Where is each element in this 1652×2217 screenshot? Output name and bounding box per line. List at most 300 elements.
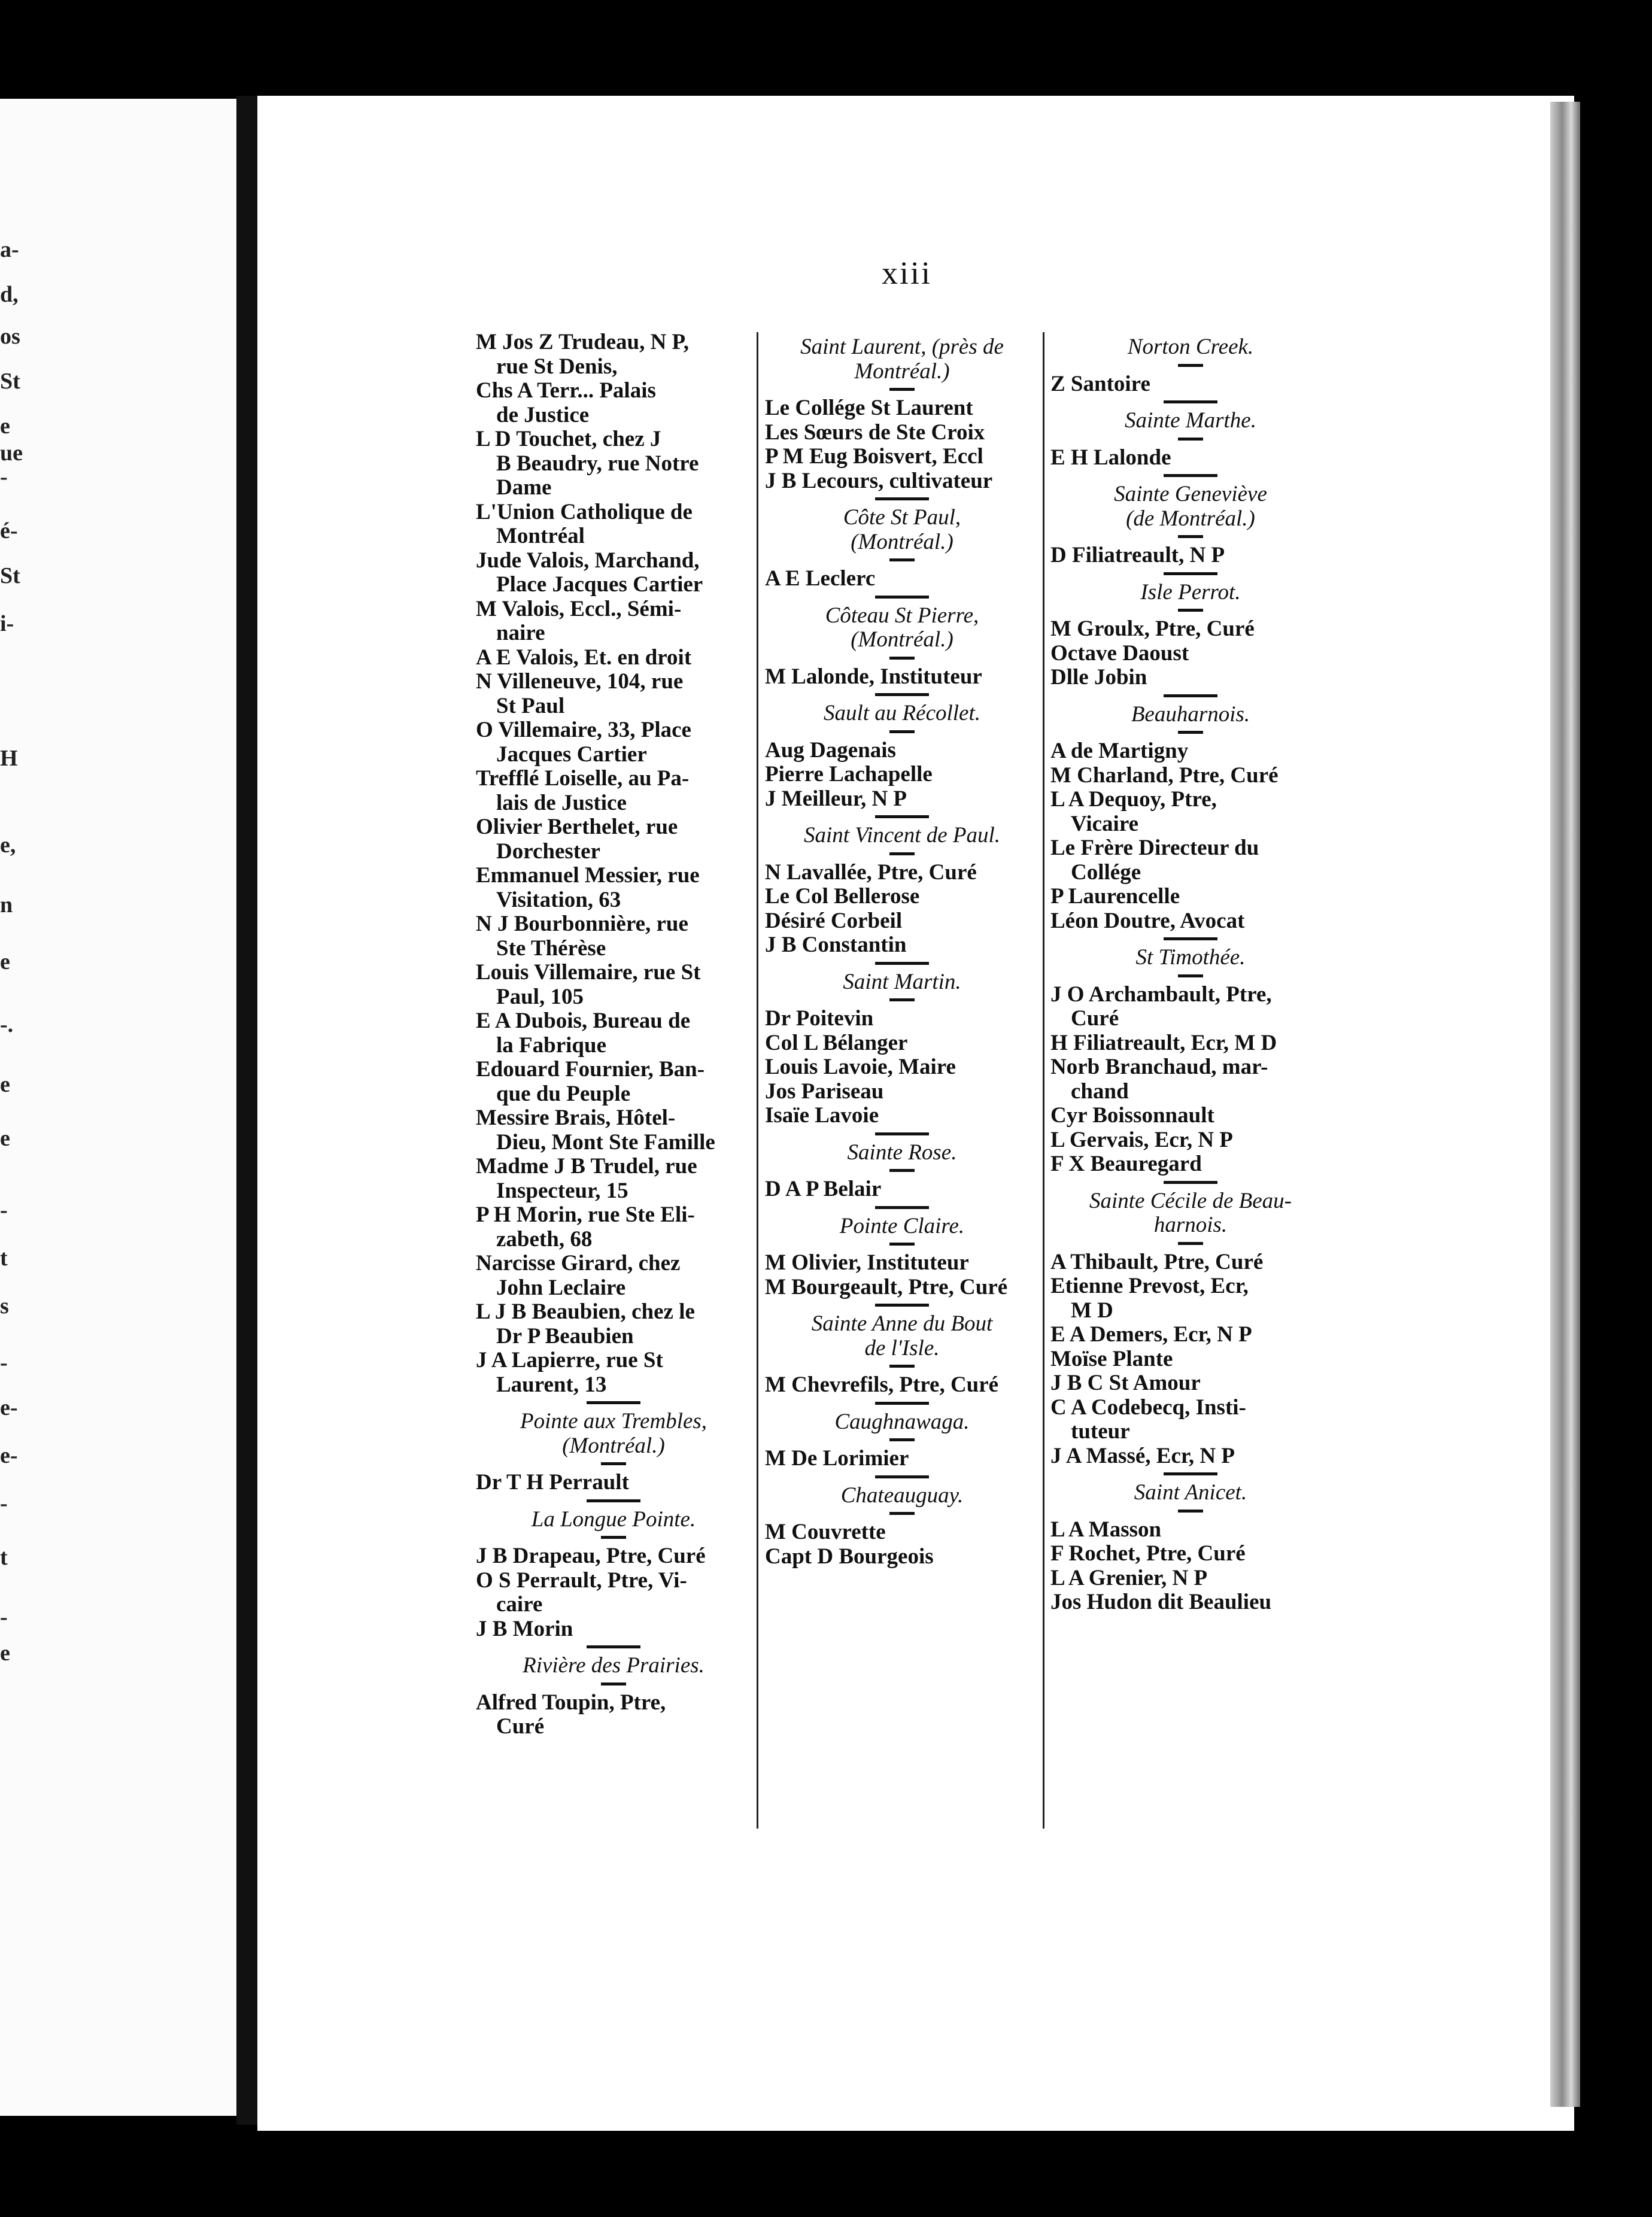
- entry-line: A E Leclerc: [765, 566, 876, 591]
- entry-line: Montréal.): [854, 359, 950, 384]
- entry-line: de Justice: [496, 402, 590, 427]
- entry-line: Jos Pariseau: [765, 1079, 884, 1104]
- section-rule: [1164, 474, 1217, 477]
- directory-entry: [1050, 836, 1331, 885]
- entry-line: J B Drapeau, Ptre, Curé: [476, 1544, 706, 1568]
- directory-entry: [1050, 1274, 1331, 1323]
- margin-fragment: -: [0, 1198, 8, 1223]
- directory-entry: [1050, 1347, 1331, 1372]
- section-rule: [875, 497, 929, 500]
- directory-entry: [765, 567, 1039, 591]
- directory-entry: [765, 1275, 1039, 1300]
- entry-line: J B Lecours, cultivateur: [765, 468, 993, 493]
- entry-line: La Longue Pointe.: [531, 1507, 696, 1532]
- entry-line: (de Montréal.): [1126, 506, 1255, 531]
- entry-line: F Rochet, Ptre, Curé: [1050, 1541, 1246, 1566]
- entry-line: D A P Belair: [765, 1177, 882, 1201]
- section-rule: [889, 1243, 915, 1246]
- entry-line: Saint Laurent, (près de: [800, 335, 1004, 359]
- entry-line: tuteur: [1071, 1419, 1130, 1444]
- directory-entry: [765, 1055, 1039, 1080]
- directory-entry: [765, 421, 1039, 445]
- margin-fragment: t: [0, 1246, 8, 1271]
- directory-entry: [476, 864, 751, 912]
- section-rule: [601, 1683, 626, 1685]
- section-heading: [765, 970, 1039, 995]
- entry-line: John Leclaire: [496, 1275, 626, 1300]
- entry-line: Saint Martin.: [843, 969, 961, 994]
- entry-line: E A Demers, Ecr, N P: [1050, 1322, 1252, 1347]
- margin-fragment: -: [0, 464, 8, 490]
- section-rule: [1164, 1181, 1217, 1184]
- section-rule: [889, 998, 915, 1001]
- margin-fragment: i-: [0, 611, 14, 636]
- entry-line: Côteau St Pierre,: [825, 603, 979, 628]
- entry-line: Messire Brais, Hôtel-: [476, 1106, 676, 1130]
- directory-entry: [476, 427, 751, 500]
- directory-entry: [1050, 1590, 1331, 1615]
- entry-line: Saint Vincent de Paul.: [803, 823, 1001, 848]
- entry-line: F X Beauregard: [1050, 1152, 1202, 1176]
- directory-entry: [1050, 983, 1331, 1031]
- margin-fragment: St: [0, 563, 20, 588]
- margin-fragment: n: [0, 892, 13, 918]
- section-rule: [875, 1132, 929, 1135]
- section-rule: [889, 1365, 915, 1368]
- directory-entry: [1050, 764, 1331, 788]
- entry-line: chand: [1071, 1079, 1129, 1104]
- margin-fragment: -.: [0, 1012, 14, 1037]
- section-rule: [889, 388, 915, 391]
- directory-entry: [476, 597, 751, 646]
- directory-entry: [765, 665, 1039, 690]
- margin-fragment: -: [0, 1605, 8, 1630]
- section-rule: [1178, 535, 1203, 538]
- section-rule: [889, 1438, 915, 1441]
- section-rule: [1164, 694, 1217, 697]
- directory-entry: [1050, 1031, 1331, 1056]
- section-heading: [765, 604, 1039, 652]
- directory-entry: [765, 861, 1039, 885]
- entry-line: Narcisse Girard, chez: [476, 1251, 681, 1275]
- entry-line: Le Col Bellerose: [765, 884, 920, 909]
- entry-line: (Montréal.): [562, 1433, 665, 1458]
- entry-line: Louis Lavoie, Maire: [765, 1055, 956, 1079]
- section-heading: [1050, 1189, 1331, 1238]
- section-rule: [875, 1475, 929, 1478]
- directory-entry: [765, 1177, 1039, 1202]
- entry-line: Edouard Fournier, Ban-: [476, 1057, 705, 1082]
- entry-line: J O Archambault, Ptre,: [1050, 982, 1272, 1007]
- entry-line: N Lavallée, Ptre, Curé: [765, 860, 977, 885]
- directory-entry: [1050, 1323, 1331, 1347]
- entry-line: N J Bourbonnière, rue: [476, 912, 688, 936]
- entry-line: Col L Bélanger: [765, 1030, 908, 1055]
- directory-entry: [1050, 909, 1331, 934]
- entry-line: L J B Beaubien, chez le: [476, 1299, 695, 1324]
- section-rule: [889, 852, 915, 855]
- section-rule: [875, 1206, 929, 1209]
- entry-line: P M Eug Boisvert, Eccl: [765, 444, 983, 469]
- directory-entry: [476, 1106, 751, 1155]
- directory-entry: [476, 912, 751, 961]
- entry-line: Isaïe Lavoie: [765, 1103, 879, 1128]
- entry-line: M D: [1071, 1298, 1113, 1323]
- section-heading: [1050, 482, 1331, 531]
- entry-line: J B C St Amour: [1050, 1371, 1201, 1395]
- section-rule: [875, 1304, 929, 1307]
- entry-line: L'Union Catholique de: [476, 499, 693, 524]
- entry-line: (Montréal.): [851, 627, 953, 652]
- directory-entry: [1050, 1055, 1331, 1104]
- directory-entry: [476, 1349, 751, 1397]
- entry-line: J B Morin: [476, 1616, 573, 1641]
- margin-fragment: e: [0, 949, 10, 974]
- entry-line: Olivier Berthelet, rue: [476, 815, 678, 839]
- entry-line: M Lalonde, Instituteur: [765, 664, 982, 689]
- section-rule: [875, 596, 929, 599]
- margin-fragment: é-: [0, 518, 18, 543]
- column-3: [1050, 330, 1331, 1615]
- directory-entry: [476, 767, 751, 815]
- directory-entry: [476, 1252, 751, 1300]
- entry-line: M Olivier, Instituteur: [765, 1250, 969, 1275]
- margin-fragment: os: [0, 324, 20, 349]
- entry-line: Le Frère Directeur du: [1050, 836, 1259, 860]
- entry-line: Pointe aux Trembles,: [520, 1409, 707, 1434]
- entry-line: J A Lapierre, rue St: [476, 1348, 663, 1372]
- section-heading: [476, 1410, 751, 1458]
- section-rule: [1178, 731, 1203, 734]
- entry-line: Madme J B Trudel, rue: [476, 1154, 697, 1179]
- entry-line: Sainte Anne du Bout: [811, 1311, 993, 1336]
- directory-entry: [765, 469, 1039, 494]
- entry-line: Ste Thérèse: [496, 936, 606, 961]
- directory-entry: [476, 500, 751, 549]
- section-rule: [1178, 974, 1203, 977]
- entry-line: Dr T H Perrault: [476, 1470, 629, 1495]
- directory-entry: [476, 1544, 751, 1569]
- entry-line: L D Touchet, chez J: [476, 427, 661, 451]
- entry-line: Côte St Paul,: [843, 505, 961, 530]
- margin-fragment: t: [0, 1545, 8, 1570]
- column-divider: [1043, 332, 1044, 1829]
- entry-line: Z Santoire: [1050, 371, 1150, 396]
- section-rule: [601, 1536, 626, 1539]
- entry-line: Dorchester: [496, 839, 600, 864]
- entry-line: Norb Branchaud, mar-: [1050, 1055, 1268, 1079]
- section-rule: [587, 1499, 640, 1502]
- section-heading: [1050, 581, 1331, 605]
- directory-entry: [476, 379, 751, 427]
- entry-line: Capt D Bourgeois: [765, 1544, 934, 1569]
- previous-page-strip: [0, 99, 236, 2116]
- entry-line: Dlle Jobin: [1050, 665, 1147, 690]
- directory-entry: [1050, 1104, 1331, 1128]
- entry-line: Paul, 105: [496, 984, 584, 1009]
- entry-line: M De Lorimier: [765, 1446, 909, 1471]
- entry-line: M Chevrefils, Ptre, Curé: [765, 1372, 999, 1397]
- directory-entry: [476, 670, 751, 718]
- section-heading: [1050, 946, 1331, 970]
- directory-entry: [476, 330, 751, 379]
- entry-line: Les Sœurs de Ste Croix: [765, 420, 985, 445]
- margin-fragment: H: [0, 746, 18, 771]
- entry-line: Dr P Beaubien: [496, 1323, 634, 1349]
- entry-line: B Beaudry, rue Notre: [496, 451, 699, 476]
- section-rule: [889, 558, 915, 561]
- section-rule: [889, 1169, 915, 1172]
- section-rule: [587, 1645, 640, 1648]
- entry-line: Beauharnois.: [1131, 701, 1250, 727]
- entry-line: Sainte Cécile de Beau-: [1089, 1188, 1292, 1213]
- directory-entry: [765, 739, 1039, 763]
- directory-entry: [765, 1545, 1039, 1569]
- margin-fragment: St: [0, 369, 20, 394]
- section-heading: [765, 1141, 1039, 1165]
- entry-line: Désiré Corbeil: [765, 908, 903, 933]
- margin-fragment: a-: [0, 237, 19, 262]
- directory-entry: [476, 1691, 751, 1739]
- margin-fragment: e: [0, 1072, 10, 1097]
- section-rule: [889, 657, 915, 660]
- section-rule: [1164, 572, 1217, 575]
- directory-entry: [765, 1251, 1039, 1275]
- directory-entry: [476, 1300, 751, 1349]
- directory-entry: [1050, 642, 1331, 666]
- entry-line: Laurent, 13: [496, 1372, 607, 1397]
- page-edge: [1550, 102, 1580, 2107]
- entry-line: Sainte Marthe.: [1125, 408, 1256, 433]
- section-rule: [601, 1462, 626, 1465]
- entry-line: P Laurencelle: [1050, 884, 1180, 909]
- entry-line: Pointe Claire.: [839, 1213, 965, 1238]
- section-rule: [875, 962, 929, 965]
- entry-line: Emmanuel Messier, rue: [476, 863, 700, 888]
- section-heading: [1050, 1481, 1331, 1505]
- entry-line: L Gervais, Ecr, N P: [1050, 1127, 1233, 1152]
- entry-line: Isle Perrot.: [1140, 579, 1241, 605]
- directory-entry: [1050, 666, 1331, 690]
- section-heading: [765, 506, 1039, 554]
- directory-entry: [476, 718, 751, 767]
- page-number: xiii: [881, 255, 932, 291]
- entry-line: Rivière des Prairies.: [523, 1653, 704, 1678]
- section-heading: [765, 1484, 1039, 1508]
- directory-entry: [765, 1520, 1039, 1545]
- section-heading: [1050, 703, 1331, 727]
- entry-line: E A Dubois, Bureau de: [476, 1009, 691, 1033]
- entry-line: Sault au Récollet.: [823, 701, 981, 725]
- entry-line: Montréal: [496, 524, 585, 548]
- directory-entry: [765, 445, 1039, 469]
- entry-line: Chateauguay.: [840, 1483, 964, 1508]
- entry-line: O Villemaire, 33, Place: [476, 718, 691, 742]
- section-heading: [765, 335, 1039, 384]
- section-heading: [476, 1508, 751, 1532]
- section-heading: [765, 824, 1039, 848]
- directory-entry: [1050, 1566, 1331, 1591]
- column-2: [765, 330, 1039, 1569]
- section-heading: [765, 1214, 1039, 1239]
- entry-line: Curé: [496, 1714, 545, 1739]
- section-rule: [875, 1402, 929, 1405]
- entry-line: Collége: [1071, 860, 1141, 885]
- margin-fragment: d,: [0, 282, 19, 307]
- directory-entry: [476, 1569, 751, 1617]
- book-gutter: [236, 96, 257, 2125]
- entry-line: M Jos Z Trudeau, N P,: [476, 330, 690, 354]
- section-rule: [1164, 400, 1217, 403]
- entry-line: L A Masson: [1050, 1517, 1162, 1542]
- entry-line: que du Peuple: [496, 1081, 631, 1106]
- section-rule: [1178, 1510, 1203, 1513]
- entry-line: lais de Justice: [496, 790, 627, 815]
- entry-line: Etienne Prevost, Ecr,: [1050, 1274, 1249, 1298]
- entry-line: L A Grenier, N P: [1050, 1565, 1208, 1590]
- margin-fragment: e-: [0, 1443, 18, 1468]
- section-rule: [889, 730, 915, 733]
- section-rule: [1178, 1242, 1203, 1245]
- entry-line: L A Dequoy, Ptre,: [1050, 787, 1217, 812]
- entry-line: Louis Villemaire, rue St: [476, 960, 701, 985]
- directory-entry: [476, 1155, 751, 1203]
- entry-line: Chs A Terr... Palais: [476, 378, 656, 403]
- entry-line: J B Constantin: [765, 933, 907, 957]
- entry-line: Le Collége St Laurent: [765, 396, 973, 420]
- directory-entry: [1050, 1152, 1331, 1177]
- directory-entry: [476, 646, 751, 670]
- directory-entry: [1050, 1444, 1331, 1469]
- entry-line: Sainte Geneviève: [1114, 482, 1267, 506]
- entry-line: caire: [496, 1592, 543, 1617]
- entry-line: Aug Dagenais: [765, 737, 896, 763]
- directory-entry: [765, 1080, 1039, 1104]
- entry-line: zabeth, 68: [496, 1226, 593, 1252]
- entry-line: H Filiatreault, Ecr, M D: [1050, 1030, 1277, 1055]
- section-heading: [765, 701, 1039, 726]
- margin-fragment: e,: [0, 833, 16, 858]
- entry-line: Curé: [1071, 1006, 1119, 1031]
- entry-line: Jos Hudon dit Beaulieu: [1050, 1590, 1272, 1614]
- directory-entry: [765, 1373, 1039, 1398]
- entry-line: Inspecteur, 15: [496, 1178, 628, 1203]
- entry-line: Norton Creek.: [1127, 335, 1254, 359]
- directory-entry: [765, 1447, 1039, 1471]
- margin-fragment: -: [0, 1491, 8, 1516]
- directory-entry: [476, 549, 751, 597]
- directory-entry: [1050, 1518, 1331, 1542]
- entry-line: Jacques Cartier: [496, 742, 647, 767]
- section-rule: [1164, 1472, 1217, 1475]
- entry-line: A E Valois, Et. en droit: [476, 645, 692, 670]
- entry-line: (Montréal.): [851, 529, 953, 554]
- directory-entry: [1050, 543, 1331, 568]
- entry-line: Moïse Plante: [1050, 1346, 1173, 1371]
- section-heading: [765, 1312, 1039, 1360]
- entry-line: Jude Valois, Marchand,: [476, 548, 700, 573]
- entry-line: de l'Isle.: [864, 1335, 940, 1360]
- directory-entry: [765, 1104, 1039, 1128]
- margin-fragment: e: [0, 1641, 10, 1666]
- section-rule: [875, 815, 929, 818]
- column-1: [476, 330, 751, 1739]
- directory-entry: [476, 1471, 751, 1495]
- section-heading: [476, 1654, 751, 1678]
- directory-entry: [1050, 788, 1331, 836]
- entry-line: Léon Doutre, Avocat: [1050, 908, 1245, 933]
- section-rule: [1164, 937, 1217, 940]
- section-rule: [587, 1401, 640, 1404]
- entry-line: Dr Poitevin: [765, 1006, 874, 1031]
- directory-entry: [1050, 1542, 1331, 1566]
- directory-entry: [1050, 1250, 1331, 1275]
- entry-line: C A Codebecq, Insti-: [1050, 1395, 1246, 1420]
- margin-fragment: e-: [0, 1395, 18, 1420]
- directory-entry: [765, 909, 1039, 934]
- entry-line: N Villeneuve, 104, rue: [476, 669, 684, 694]
- entry-line: Trefflé Loiselle, au Pa-: [476, 766, 690, 791]
- directory-entry: [476, 1617, 751, 1642]
- entry-line: D Filiatreault, N P: [1050, 543, 1225, 567]
- directory-entry: [765, 396, 1039, 421]
- directory-entry: [765, 763, 1039, 787]
- entry-line: M Valois, Eccl., Sémi-: [476, 596, 682, 621]
- directory-entry: [1050, 739, 1331, 764]
- directory-entry: [765, 787, 1039, 812]
- entry-line: A de Martigny: [1050, 739, 1189, 763]
- margin-fragment: ue: [0, 441, 23, 466]
- margin-fragment: s: [0, 1293, 9, 1319]
- entry-line: Visitation, 63: [496, 887, 621, 912]
- entry-line: J A Massé, Ecr, N P: [1050, 1443, 1235, 1468]
- entry-line: Dieu, Mont Ste Famille: [496, 1129, 715, 1155]
- section-rule: [875, 693, 929, 696]
- directory-entry: [1050, 617, 1331, 642]
- entry-line: A Thibault, Ptre, Curé: [1050, 1249, 1264, 1274]
- directory-entry: [476, 1203, 751, 1252]
- section-rule: [889, 1512, 915, 1515]
- entry-line: M Charland, Ptre, Curé: [1050, 763, 1279, 788]
- entry-line: Saint Anicet.: [1134, 1480, 1247, 1505]
- entry-line: Sainte Rose.: [847, 1140, 957, 1165]
- entry-line: M Couvrette: [765, 1520, 886, 1544]
- column-divider: [757, 332, 758, 1829]
- directory-entry: [1050, 1371, 1331, 1396]
- entry-line: Vicaire: [1071, 811, 1139, 836]
- margin-fragment: e: [0, 414, 10, 439]
- directory-entry: [1050, 446, 1331, 470]
- entry-line: M Groulx, Ptre, Curé: [1050, 616, 1255, 641]
- directory-entry: [476, 961, 751, 1009]
- directory-entry: [765, 1031, 1039, 1056]
- directory-entry: [1050, 372, 1331, 397]
- directory-entry: [476, 1009, 751, 1058]
- directory-entry: [476, 815, 751, 864]
- directory-entry: [1050, 1128, 1331, 1153]
- entry-line: E H Lalonde: [1050, 445, 1171, 470]
- directory-entry: [1050, 1396, 1331, 1444]
- section-heading: [1050, 335, 1331, 360]
- directory-entry: [765, 933, 1039, 958]
- section-heading: [765, 1410, 1039, 1435]
- entry-line: St Timothée.: [1135, 945, 1246, 970]
- section-rule: [1178, 438, 1203, 441]
- entry-line: J Meilleur, N P: [765, 786, 907, 811]
- section-rule: [1178, 609, 1203, 612]
- entry-line: la Fabrique: [496, 1032, 606, 1058]
- entry-line: M Bourgeault, Ptre, Curé: [765, 1274, 1008, 1299]
